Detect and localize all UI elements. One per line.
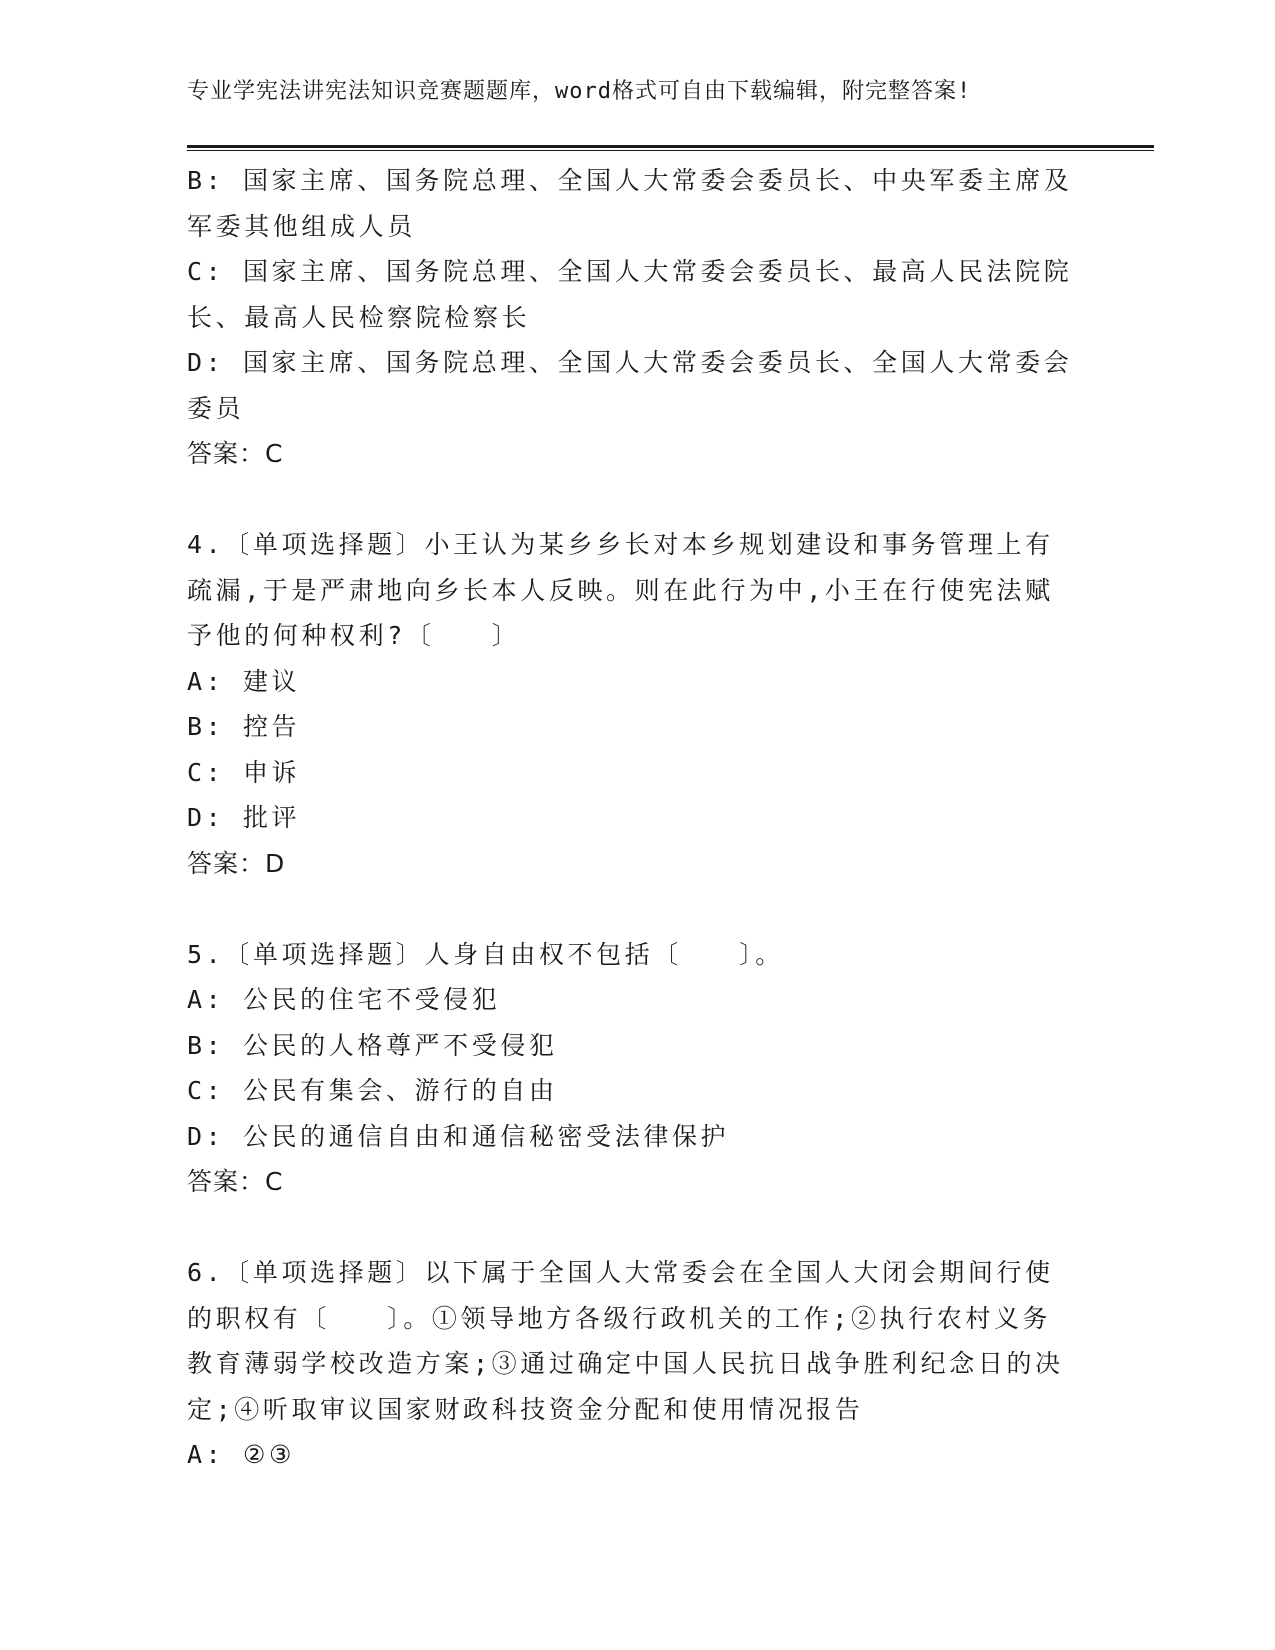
question-6 <box>187 1250 1087 1478</box>
q5-answer: 答案：C <box>187 1167 284 1196</box>
q6-stem-line-4: 定;④听取审议国家财政科技资金分配和使用情况报告 <box>187 1394 864 1424</box>
q4-stem-line-2: 疏漏,于是严肃地向乡长本人反映。则在此行为中,小王在行使宪法赋 <box>187 575 1054 605</box>
page-header: 专业学宪法讲宪法知识竞赛题题库，word格式可自由下载编辑，附完整答案! <box>187 79 972 104</box>
q5-stem-line-1: 5.〔单项选择题〕人身自由权不包括〔 〕。 <box>187 939 784 969</box>
q5-option-b: B: 公民的人格尊严不受侵犯 <box>187 1030 558 1060</box>
header-rule-thin <box>187 150 1154 151</box>
q3-option-b-line-2: 军委其他组成人员 <box>187 211 416 241</box>
header-rule-thick <box>187 145 1154 148</box>
q3-option-b-line-1: B: 国家主席、国务院总理、全国人大常委会委员长、中央军委主席及 <box>187 166 1073 195</box>
q6-option-a: A: ②③ <box>187 1440 295 1469</box>
q4-stem-line-1: 4.〔单项选择题〕小王认为某乡乡长对本乡规划建设和事务管理上有 <box>187 530 1054 559</box>
q3-option-c-line-2: 长、最高人民检察院检察长 <box>187 302 531 332</box>
q6-stem-line-1: 6.〔单项选择题〕以下属于全国人大常委会在全国人大闭会期间行使 <box>187 1258 1054 1287</box>
q6-stem-line-3: 教育薄弱学校改造方案;③通过确定中国人民抗日战争胜利纪念日的决 <box>187 1349 1064 1378</box>
q4-option-c: C: 申诉 <box>187 757 301 787</box>
q6-stem-line-2: 的职权有〔 〕。①领导地方各级行政机关的工作;②执行农村义务 <box>187 1303 1052 1333</box>
q4-option-a: A: 建议 <box>187 666 301 696</box>
question-4 <box>187 522 1087 886</box>
question-5 <box>187 932 1087 1205</box>
q3-answer: 答案：C <box>187 439 284 468</box>
q3-option-d-line-1: D: 国家主席、国务院总理、全国人大常委会委员长、全国人大常委会 <box>187 348 1073 377</box>
q3-option-c-line-1: C: 国家主席、国务院总理、全国人大常委会委员长、最高人民法院院 <box>187 257 1073 286</box>
q4-option-b: B: 控告 <box>187 712 301 741</box>
q4-option-d: D: 批评 <box>187 803 301 832</box>
q5-option-d: D: 公民的通信自由和通信秘密受法律保护 <box>187 1121 730 1151</box>
question-3 <box>187 158 1087 477</box>
q4-answer: 答案：D <box>187 848 286 878</box>
question-content <box>187 158 1087 1478</box>
q5-option-c: C: 公民有集会、游行的自由 <box>187 1076 558 1105</box>
q3-option-d-line-2: 委员 <box>187 393 245 423</box>
q4-stem-line-3: 予他的何种权利?〔 〕 <box>187 621 521 650</box>
q5-option-a: A: 公民的住宅不受侵犯 <box>187 985 501 1014</box>
